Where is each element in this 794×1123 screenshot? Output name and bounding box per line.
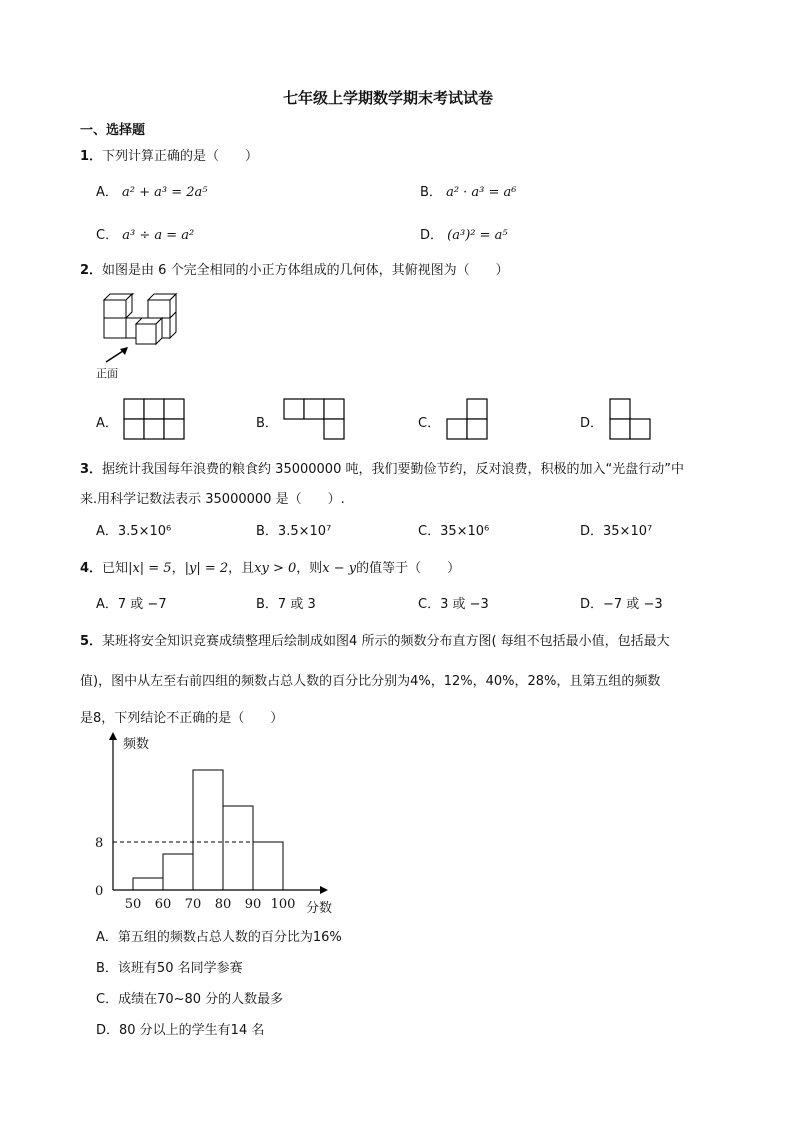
x-tick-label: 100 bbox=[270, 897, 296, 912]
question-number: 5． bbox=[80, 634, 103, 649]
histogram-bar bbox=[163, 854, 193, 890]
y-tick-label: 0 bbox=[95, 884, 104, 899]
y-axis-label: 频数 bbox=[123, 737, 150, 752]
q1-option-b[interactable] bbox=[420, 181, 517, 200]
question-text: 据统计我国每年浪费的粮食约 35000000 吨，我们要勤俭节约，反对浪费，积极的加入“光盘行动”中 bbox=[102, 462, 684, 477]
histogram-bar bbox=[133, 878, 163, 890]
option-label: D． bbox=[420, 228, 444, 243]
question-4-stem: 4．已知|x| = 5，|y| = 2，且xy > 0，则x − y的值等于（ ） bbox=[80, 561, 461, 576]
q1-option-a[interactable] bbox=[96, 181, 208, 200]
q1-option-c[interactable] bbox=[96, 224, 194, 243]
q5-option-b[interactable]: B．该班有50 名同学参赛 bbox=[96, 961, 243, 976]
option-expression: a² · a³ = a⁶ bbox=[446, 185, 517, 200]
question-1-stem bbox=[80, 145, 258, 164]
question-text: 下列计算正确的是（ ） bbox=[102, 149, 259, 164]
question-5-stem-line1 bbox=[80, 630, 670, 649]
q3-option-a[interactable]: A．3.5×10⁶ bbox=[96, 524, 172, 539]
cube-face bbox=[104, 318, 126, 338]
question-3-stem-line1 bbox=[80, 458, 684, 477]
q2-option-d-label[interactable]: D． bbox=[580, 416, 604, 431]
page-title: 七年级上学期数学期末考试试卷 bbox=[283, 89, 494, 107]
question-5-stem-line3: 是8，下列结论不正确的是（ ） bbox=[80, 711, 284, 726]
x-tick-label: 50 bbox=[124, 897, 142, 912]
question-number: 3． bbox=[80, 462, 103, 477]
option-label: C． bbox=[96, 228, 119, 243]
frequency-histogram bbox=[80, 730, 360, 920]
q3-option-b[interactable]: B．3.5×10⁷ bbox=[256, 524, 332, 539]
question-text: 如图是由 6 个完全相同的小正方体组成的几何体，其俯视图为（ ） bbox=[102, 263, 509, 278]
cube-face bbox=[104, 300, 126, 318]
cube-face bbox=[148, 300, 170, 318]
condition-abs-x: |x| = 5 bbox=[128, 561, 172, 576]
condition-abs-y: |y| = 2 bbox=[184, 561, 229, 576]
q4-option-c[interactable]: C．3 或 −3 bbox=[418, 597, 489, 612]
question-number: 4． bbox=[80, 561, 103, 576]
connector-text: ，则 bbox=[296, 561, 323, 576]
question-5-stem-line2: 值)，图中从左至右前四组的频数占总人数的百分比分别为4%，12%，40%，28%，且第五组的频数 bbox=[80, 674, 661, 689]
option-label: A． bbox=[96, 185, 118, 200]
q2-option-b-label[interactable]: B． bbox=[256, 416, 278, 431]
cube-face bbox=[136, 324, 156, 344]
q2-option-d-view bbox=[610, 399, 652, 441]
question-text: 已知 bbox=[102, 561, 129, 576]
question-2-stem bbox=[80, 259, 509, 278]
question-3-stem-line2: 来.用科学记数法表示 35000000 是（ ）. bbox=[80, 492, 345, 507]
y-tick-label: 8 bbox=[95, 836, 104, 851]
q5-option-a[interactable]: A．第五组的频数占总人数的百分比为16% bbox=[96, 930, 342, 945]
q2-option-c-view bbox=[447, 399, 489, 441]
histogram-bar bbox=[223, 806, 253, 890]
q3-option-c[interactable]: C．35×10⁶ bbox=[418, 524, 490, 539]
question-text: 的值等于（ ） bbox=[356, 561, 461, 576]
option-expression: a² + a³ = 2a⁵ bbox=[122, 185, 208, 200]
front-label: 正面 bbox=[96, 367, 118, 380]
q1-option-d[interactable] bbox=[420, 224, 508, 243]
q3-option-d[interactable]: D．35×10⁷ bbox=[580, 524, 653, 539]
q4-option-a[interactable]: A．7 或 −7 bbox=[96, 597, 167, 612]
q2-option-a-view bbox=[124, 399, 186, 441]
x-tick-label: 60 bbox=[154, 897, 172, 912]
arrow-head-icon bbox=[120, 347, 128, 355]
y-axis-arrow-icon bbox=[109, 732, 117, 740]
q2-option-a-label[interactable]: A． bbox=[96, 416, 118, 431]
option-label: B． bbox=[420, 185, 442, 200]
section-heading: 一、选择题 bbox=[80, 123, 146, 138]
histogram-bar bbox=[253, 842, 283, 890]
q5-option-c[interactable]: C．成绩在70~80 分的人数最多 bbox=[96, 992, 284, 1007]
q5-option-d[interactable]: D．80 分以上的学生有14 名 bbox=[96, 1023, 265, 1038]
option-expression: (a³)² = a⁵ bbox=[447, 228, 508, 243]
q4-option-b[interactable]: B．7 或 3 bbox=[256, 597, 316, 612]
condition-xy: xy > 0 bbox=[254, 561, 297, 576]
target-expression: x − y bbox=[322, 561, 357, 576]
option-expression: a³ ÷ a = a² bbox=[122, 228, 195, 243]
connector-text: ，且 bbox=[228, 561, 255, 576]
x-tick-label: 90 bbox=[244, 897, 262, 912]
x-tick-label: 70 bbox=[184, 897, 202, 912]
q4-option-d[interactable]: D．−7 或 −3 bbox=[580, 597, 663, 612]
q2-option-b-view bbox=[284, 399, 346, 441]
histogram-bar bbox=[193, 770, 223, 890]
x-axis-label: 分数 bbox=[306, 901, 333, 916]
q2-option-c-label[interactable]: C． bbox=[418, 416, 441, 431]
question-number: 1． bbox=[80, 149, 103, 164]
x-axis-arrow-icon bbox=[320, 886, 328, 894]
x-tick-label: 80 bbox=[214, 897, 232, 912]
question-text: 某班将安全知识竞赛成绩整理后绘制成如图4 所示的频数分布直方图( 每组不包括最小值，包括最大 bbox=[102, 634, 670, 649]
question-number: 2． bbox=[80, 263, 103, 278]
